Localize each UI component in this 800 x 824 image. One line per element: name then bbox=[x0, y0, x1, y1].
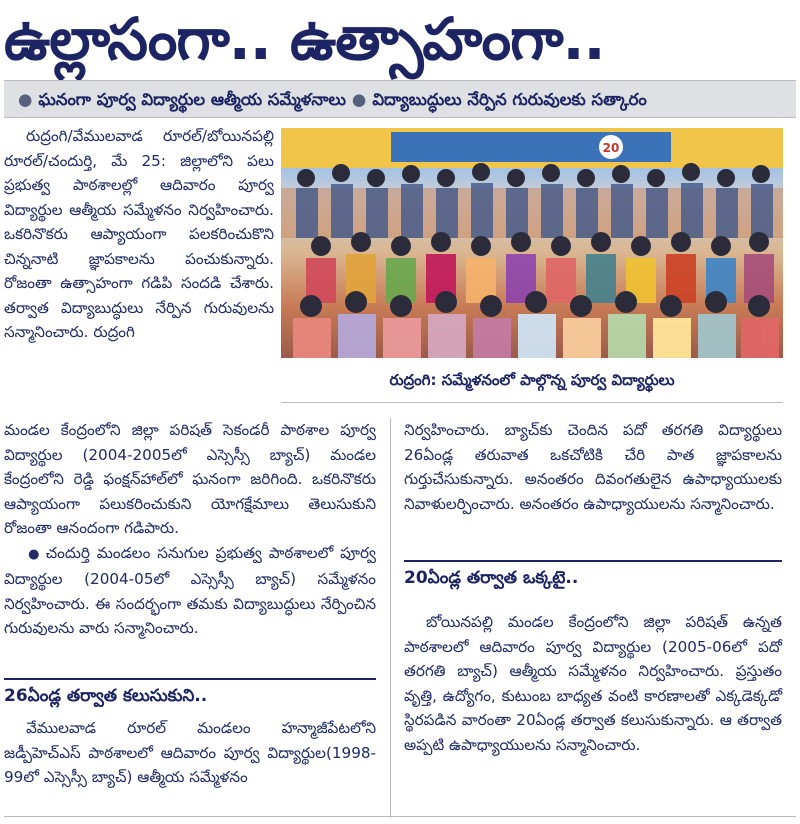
article-paragraph-3-text: వేములవాడ రూరల్ మండలం హన్మాజీపేటలోని జడ్పీహెచ్‌ఎస్ పాఠశాలలో ఆదివారం పూర్వ విద్యార్థుల(1998-99లో ఎస్సెస్సీ బ్యాచ్) ఆత్మీయ సమ్మేళనం bbox=[4, 719, 376, 786]
article-paragraph-1-continued bbox=[4, 418, 376, 641]
bullet-icon: ● bbox=[351, 90, 367, 109]
bullet-icon: ● bbox=[18, 90, 33, 109]
article-paragraph-3 bbox=[4, 716, 376, 790]
article-paragraph-2-text: చందుర్తి మండలం సనుగుల ప్రభుత్వ పాఠశాలలో పూర్వ విద్యార్థుల (2004-05లో ఎస్సెస్సీ బ్యాచ్) సమ్మేళనం నిర్వహించారు. ఈ సందర్భంగా తమకు విద్యాబుద్ధులు నేర్పించిన గురువులను వారు సన్మానించారు. bbox=[4, 543, 377, 637]
caption-divider bbox=[281, 402, 783, 403]
article-paragraph-4 bbox=[404, 610, 782, 757]
subheadline-item-2: విద్యాబుద్ధులు నేర్పిన గురువులకు సత్కారం bbox=[372, 90, 647, 109]
section-heading-26-years: 26ఏండ్ల తర్వాత కలుసుకుని.. bbox=[4, 678, 376, 710]
photo-caption: రుద్రంగి: సమ్మేళనంలో పాల్గొన్న పూర్వ విద్యార్థులు bbox=[389, 371, 675, 389]
section-heading-20-years: 20ఏండ్ల తర్వాత ఒక్కటై.. bbox=[404, 560, 782, 592]
article-paragraph-1 bbox=[4, 124, 274, 345]
article-paragraph-1-cont-text: మండల కేంద్రంలోని జిల్లా పరిషత్ సెకండరీ పాఠశాల పూర్వ విద్యార్థుల (2004-2005లో ఎస్సెస్సీ బ్యాచ్) మండల కేంద్రంలోని రెడ్డి ఫంక్షన్‌హాల్‌లో ఘనంగా జరిగింది. ఒకరినొకరు ఆప్యాయంగా పలుకరించుకుని యోగక్షేమాలు తెలుసుకుని రోజంతా ఆనందంగా గడిపారు. bbox=[4, 421, 376, 537]
article-paragraph-1-text: రుద్రంగి/వేములవాడ రూరల్/బోయినపల్లి రూరల్/చందుర్తి, మే 25: జిల్లాలోని పలు ప్రభుత్వ పాఠశాలల్లో ఆదివారం పూర్వ విద్యార్థుల ఆత్మీయ సమ్మేళనం నిర్వహించారు. ఒకరినొకరు ఆప్యాయంగా పలకరించుకొని చిన్ననాటి జ్ఞాపకాలను పంచుకున్నారు. రోజంతా ఉత్సాహంగా గడిపి సందడి చేశారు. తర్వాత విద్యాబుద్ధులు నేర్పిన గురువులను సన్మానించారు. రుద్రంగి bbox=[4, 127, 274, 341]
headline: ఉల్లాసంగా.. ఉత్సాహంగా.. bbox=[4, 5, 605, 73]
column-divider bbox=[390, 418, 391, 818]
subheadline-bar bbox=[4, 80, 796, 118]
subheadline-item-1: ఘనంగా పూర్వ విద్యార్థుల ఆత్మీయ సమ్మేళనాలు bbox=[38, 90, 346, 109]
article-paragraph-4-text: బోయినపల్లి మండల కేంద్రంలోని జిల్లా పరిషత్ ఉన్నత పాఠశాలలో ఆదివారం పూర్వ విద్యార్థుల (2005-06లో పదో తరగతి బ్యాచ్) ఆత్మీయ సమ్మేళనం నిర్వహించారు. ప్రస్తుతం వృత్తి, ఉద్యోగం, కుటుంబ బాధ్యత వంటి కారణాలతో ఎక్కడెక్కడో స్థిరపడిన వారంతా 20ఏండ్ల తర్వాత కలుసుకున్నారు. ఆ తర్వాత అప్పటి ఉపాధ్యాయులను సన్మానించారు. bbox=[404, 613, 782, 754]
bullet-icon: ● bbox=[26, 546, 42, 562]
group-photo-illustration bbox=[281, 128, 783, 358]
group-photo bbox=[281, 128, 783, 358]
banner-number: 20 bbox=[602, 141, 620, 155]
article-paragraph-3-continued: నిర్వహించారు. బ్యాచ్‌కు చెందిన పదో తరగతి విద్యార్థులు 26ఏండ్ల తరువాత ఒకచోటికి చేరి పాత జ్ఞాపకాలను గుర్తుచేసుకున్నారు. అనంతరం దివంగతులైన ఉపాధ్యాయులకు నివాళులర్పించారు. అనంతరం ఉపాధ్యాయులను సన్మానించారు. bbox=[404, 421, 782, 513]
bottom-rule bbox=[4, 816, 796, 817]
